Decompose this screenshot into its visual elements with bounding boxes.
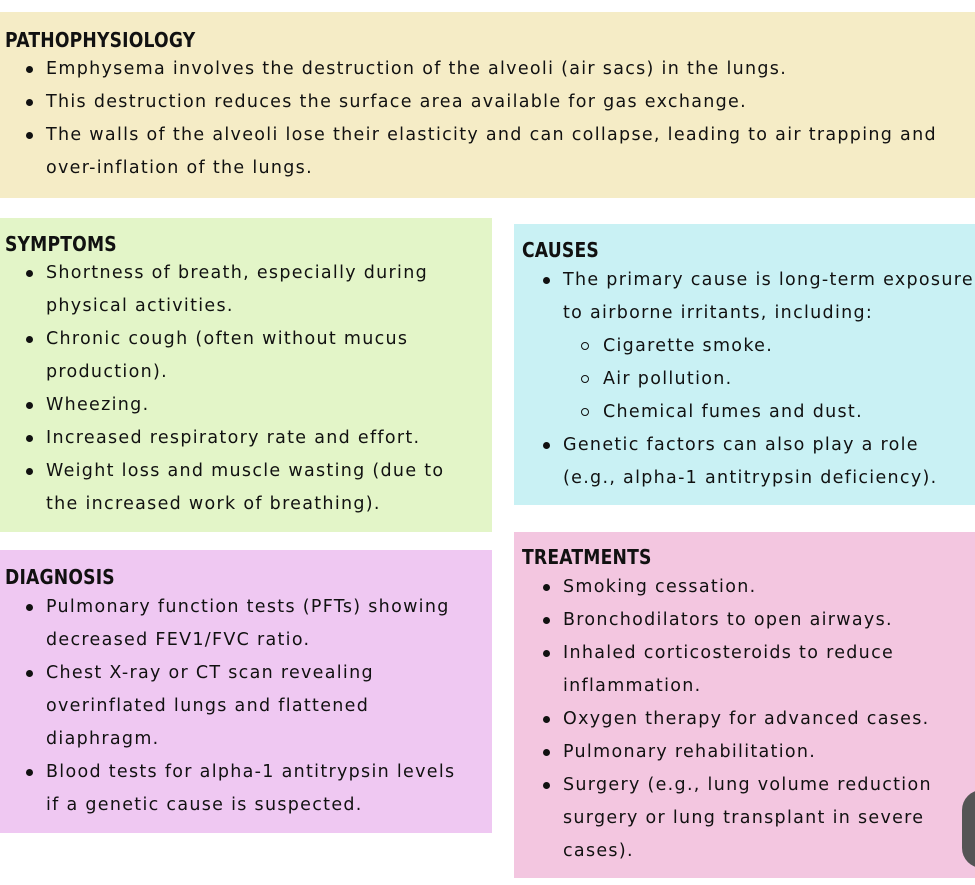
list-item: Wheezing. xyxy=(46,389,466,422)
list-item: This destruction reduces the surface area available for gas exchange. xyxy=(46,86,966,119)
list-item: Oxygen therapy for advanced cases. xyxy=(563,703,948,736)
list-item: Emphysema involves the destruction of the alveoli (air sacs) in the lungs. xyxy=(46,53,966,86)
list-item: The walls of the alveoli lose their elasticity and can collapse, leading to air trapping and over-inflation of the lungs. xyxy=(46,119,966,185)
causes-section xyxy=(514,224,975,505)
diagnosis-section xyxy=(0,550,492,833)
treatments-section xyxy=(514,532,975,878)
list-item: Pulmonary function tests (PFTs) showing decreased FEV1/FVC ratio. xyxy=(46,591,471,657)
list-item: Bronchodilators to open airways. xyxy=(563,604,948,637)
list-item: Inhaled corticosteroids to reduce inflammation. xyxy=(563,637,948,703)
list-item-text: The primary cause is long-term exposure to airborne irritants, including: xyxy=(563,270,974,323)
symptoms-list xyxy=(46,257,466,521)
pathophysiology-title: PATHOPHYSIOLOGY xyxy=(5,28,196,52)
symptoms-section xyxy=(0,218,492,532)
sub-list-item: Air pollution. xyxy=(603,363,975,396)
scroll-handle[interactable] xyxy=(962,790,975,868)
list-item: Weight loss and muscle wasting (due to the increased work of breathing). xyxy=(46,455,466,521)
list-item: Smoking cessation. xyxy=(563,571,948,604)
causes-title: CAUSES xyxy=(522,238,599,262)
list-item: Blood tests for alpha-1 antitrypsin levels if a genetic cause is suspected. xyxy=(46,756,471,822)
causes-list xyxy=(563,264,975,495)
diagnosis-title: DIAGNOSIS xyxy=(5,565,115,589)
pathophysiology-section xyxy=(0,12,975,198)
causes-sub-list xyxy=(563,330,975,429)
list-item: Shortness of breath, especially during physical activities. xyxy=(46,257,466,323)
list-item xyxy=(563,264,975,429)
sub-list-item: Cigarette smoke. xyxy=(603,330,975,363)
list-item: Increased respiratory rate and effort. xyxy=(46,422,466,455)
treatments-title: TREATMENTS xyxy=(522,545,652,569)
list-item: Surgery (e.g., lung volume reduction surgery or lung transplant in severe cases). xyxy=(563,769,948,868)
list-item: Pulmonary rehabilitation. xyxy=(563,736,948,769)
sub-list-item: Chemical fumes and dust. xyxy=(603,396,975,429)
treatments-list xyxy=(563,571,948,868)
symptoms-title: SYMPTOMS xyxy=(5,232,117,256)
list-item: Chronic cough (often without mucus production). xyxy=(46,323,466,389)
list-item: Genetic factors can also play a role (e.g., alpha-1 antitrypsin deficiency). xyxy=(563,429,975,495)
pathophysiology-list xyxy=(46,53,966,185)
list-item: Chest X-ray or CT scan revealing overinflated lungs and flattened diaphragm. xyxy=(46,657,471,756)
diagnosis-list xyxy=(46,591,471,822)
